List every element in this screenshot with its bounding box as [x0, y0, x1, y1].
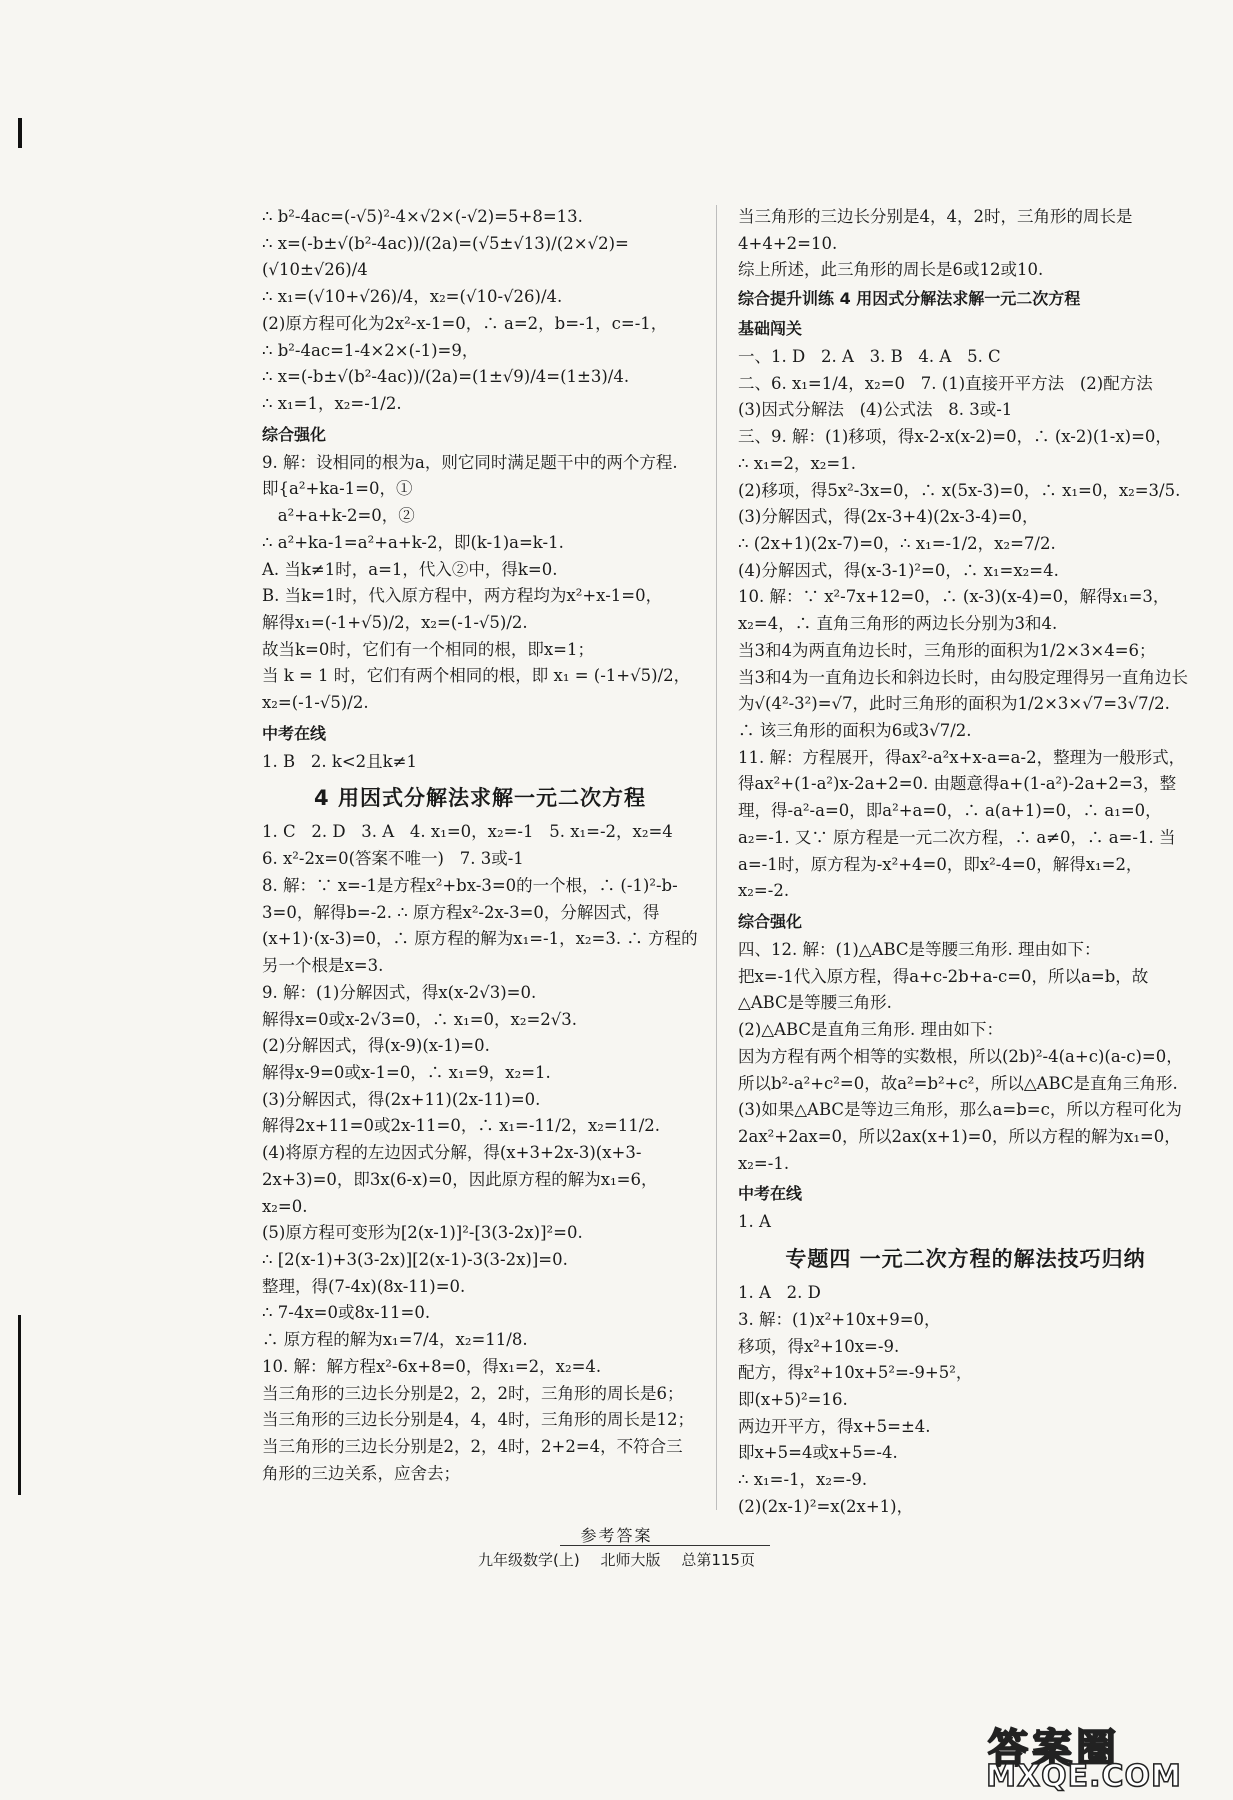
text-line: 当三角形的三边长分别是4，4，4时，三角形的周长是12； [262, 1410, 694, 1430]
text-line: (2)分解因式，得(x-9)(x-1)=0. [262, 1036, 490, 1056]
text-line: 二、6. x₁=1/4，x₂=0 7. (1)直接开平方法 (2)配方法 [738, 373, 1153, 393]
text-line: 1. A 2. D [738, 1283, 821, 1303]
text-line: ∴ a²+ka-1=a²+a+k-2，即(k-1)a=k-1. [262, 532, 564, 552]
section-subheading: 综合强化 [262, 424, 327, 444]
text-line: ∴ b²-4ac=(-√5)²-4×√2×(-√2)=5+8=13. [262, 207, 583, 226]
site-watermark-logo [948, 1715, 1220, 1795]
left-column [262, 204, 698, 1487]
text-line: 一、1. D 2. A 3. B 4. A 5. C [738, 346, 1001, 366]
text-line: (2)原方程可化为2x²-x-1=0，∴ a=2，b=-1，c=-1， [262, 313, 668, 333]
text-line: ∴ 原方程的解为x₁=7/4，x₂=11/8. [262, 1330, 528, 1350]
footer-page-number: 总第115页 [681, 1551, 755, 1569]
text-line: (4)将原方程的左边因式分解，得(x+3+2x-3)(x+3-2x+3)=0，即3x(6-x)=0，因此原方程的解为x₁=6，x₂=0. [262, 1143, 658, 1216]
text-line: x₂=(-1-√5)/2. [262, 693, 369, 713]
training-title: 综合提升训练 4 用因式分解法求解一元二次方程 [738, 289, 1081, 309]
footer-grade: 九年级数学(上) [478, 1551, 580, 1569]
text-line: 把x=-1代入原方程，得a+c-2b+a-c=0，所以a=b，故△ABC是等腰三角形. [738, 966, 1149, 1013]
text-line: (5)原方程可变形为[2(x-1)]²-[3(3-2x)]²=0. [262, 1223, 583, 1243]
text-line: ∴ (2x+1)(2x-7)=0，∴ x₁=-1/2，x₂=7/2. [738, 534, 1056, 553]
text-line: ∴ x=(-b±√(b²-4ac))/(2a)=(1±√9)/4=(1±3)/4. [262, 367, 630, 387]
scan-edge-mark-top [18, 118, 22, 148]
text-line: a²+a+k-2=0，② [262, 506, 415, 526]
text-line: 解得2x+11=0或2x-11=0，∴ x₁=-11/2，x₂=11/2. [262, 1116, 661, 1136]
text-line: 6. x²-2x=0(答案不唯一) 7. 3或-1 [262, 849, 524, 869]
text-line: 10. 解：解方程x²-6x+8=0，得x₁=2，x₂=4. [262, 1356, 602, 1376]
text-line: ∴ [2(x-1)+3(3-2x)][2(x-1)-3(3-2x)]=0. [262, 1249, 568, 1269]
text-line: (3)因式分解法 (4)公式法 8. 3或-1 [738, 400, 1013, 420]
text-line: 解得x=0或x-2√3=0，∴ x₁=0，x₂=2√3. [262, 1009, 578, 1029]
text-line: 即x+5=4或x+5=-4. [738, 1443, 898, 1463]
text-line: 解得x-9=0或x-1=0，∴ x₁=9，x₂=1. [262, 1062, 551, 1082]
text-line: 综上所述，此三角形的周长是6或12或10. [738, 260, 1044, 280]
text-line: 当3和4为一直角边长和斜边长时，由勾股定理得另一直角边长为√(4²-3²)=√7，此时三角形的面积为1/2×3×√7=3√7/2. [738, 667, 1188, 714]
watermark-title-box [948, 1715, 1220, 1772]
scan-edge-mark-bottom [18, 1315, 21, 1495]
text-line: 8. 解：∵ x=-1是方程x²+bx-3=0的一个根，∴ (-1)²-b-3=0，解得b=-2. ∴ 原方程x²-2x-3=0，分解因式，得(x+1)·(x-3)=0，∴ 原方程的解为x₁=-1，x₂=3. ∴ 方程的另一个根是x=3. [262, 875, 698, 976]
right-column [738, 204, 1193, 1521]
text-line: ∴ x₁=(√10+√26)/4，x₂=(√10-√26)/4. [262, 287, 563, 307]
text-line: ∴ 该三角形的面积为6或3√7/2. [738, 721, 972, 741]
text-line: 整理，得(7-4x)(8x-11)=0. [262, 1276, 466, 1296]
text-line: 两边开平方，得x+5=±4. [738, 1416, 931, 1436]
text-line: 移项，得x²+10x=-9. [738, 1336, 900, 1356]
text-line: 四、12. 解：(1)△ABC是等腰三角形. 理由如下： [738, 939, 1101, 959]
text-line: (3)分解因式，得(2x-3+4)(2x-3-4)=0， [738, 507, 1039, 527]
text-line: ∴ x₁=1，x₂=-1/2. [262, 394, 402, 414]
text-line: (3)分解因式，得(2x+11)(2x-11)=0. [262, 1089, 541, 1109]
text-line: ∴ 7-4x=0或8x-11=0. [262, 1303, 431, 1323]
text-line: 三、9. 解：(1)移项，得x-2-x(x-2)=0，∴ (x-2)(1-x)=0， [738, 427, 1172, 447]
text-line: (4)分解因式，得(x-3-1)²=0，∴ x₁=x₂=4. [738, 560, 1059, 580]
text-line: 11. 解：方程展开，得ax²-a²x+x-a=a-2，整理为一般形式，得ax²+(1-a²)x-2a+2=0. 由题意得a+(1-a²)-2a+2=3，整理，得-a²-a=0，即a²+a=0，∴ a(a+1)=0，∴ a₁=0，a₂=-1. 又∵ 原方程是一元二次方程，∴ a≠0，∴ a=-1. 当a=-1时，原方程为-x²+4=0，即x²-4=0，解得x₁=2，x₂=-2. [738, 747, 1186, 901]
watermark-title: 答案圈 [988, 1726, 1120, 1772]
text-line: (2)移项，得5x²-3x=0，∴ x(5x-3)=0，∴ x₁=0，x₂=3/5. [738, 480, 1181, 500]
footer-edition: 北师大版 [600, 1551, 661, 1569]
footer-info [0, 1549, 1233, 1570]
section-subheading: 中考在线 [262, 723, 327, 743]
section-subheading: 中考在线 [738, 1184, 803, 1204]
text-line: (2)(2x-1)²=x(2x+1)， [738, 1496, 914, 1516]
text-line: 3. 解：(1)x²+10x+9=0， [738, 1309, 941, 1329]
text-line: ∴ b²-4ac=1-4×2×(-1)=9， [262, 340, 479, 360]
text-line: 10. 解：∵ x²-7x+12=0，∴ (x-3)(x-4)=0，解得x₁=3，x₂=4，∴ 直角三角形的两边长分别为3和4. [738, 587, 1170, 634]
footer-label: 参考答案 [580, 1526, 653, 1545]
watermark-url: MXQE.COM [986, 1759, 1182, 1794]
text-line: 当三角形的三边长分别是2，2，2时，三角形的周长是6； [262, 1383, 684, 1403]
text-line: ∴ x₁=2，x₂=1. [738, 453, 856, 473]
text-line: 9. 解：(1)分解因式，得x(x-2√3)=0. [262, 982, 537, 1002]
text-line: (3)如果△ABC是等边三角形，那么a=b=c，所以方程可化为2ax²+2ax=0，所以2ax(x+1)=0，所以方程的解为x₁=0，x₂=-1. [738, 1100, 1182, 1173]
text-line: 因为方程有两个相等的实数根，所以(2b)²-4(a+c)(a-c)=0，所以b²-a²+c²=0，故a²=b²+c²，所以△ABC是直角三角形. [738, 1046, 1183, 1093]
section-subheading: 综合强化 [738, 912, 803, 932]
text-line: 即(x+5)²=16. [738, 1389, 848, 1409]
section-subheading: 基础闯关 [738, 319, 803, 339]
text-line: 1. C 2. D 3. A 4. x₁=0，x₂=-1 5. x₁=-2，x₂=4 [262, 822, 673, 842]
text-line: A. 当k≠1时，a=1，代入②中，得k=0. [262, 559, 558, 579]
section-title: 4 用因式分解法求解一元二次方程 [314, 786, 646, 811]
section-title: 专题四 一元二次方程的解法技巧归纳 [785, 1247, 1146, 1272]
column-divider [716, 205, 717, 1510]
text-line: (2)△ABC是直角三角形. 理由如下： [738, 1020, 1004, 1040]
text-line: 故当k=0时，它们有一个相同的根，即x=1； [262, 639, 594, 659]
text-line: 当3和4为两直角边长时，三角形的面积为1/2×3×4=6； [738, 640, 1156, 660]
text-line: ∴ x=(-b±√(b²-4ac))/(2a)=(√5±√13)/(2×√2)=(√10±√26)/4 [262, 233, 629, 280]
text-line: B. 当k=1时，代入原方程中，两方程均为x²+x-1=0， [262, 586, 663, 606]
footer-rule [560, 1545, 770, 1546]
text-line: 配方，得x²+10x+5²=-9+5²， [738, 1363, 973, 1383]
text-line: 1. B 2. k<2且k≠1 [262, 751, 417, 771]
text-line: 9. 解：设相同的根为a，则它同时满足题干中的两个方程. [262, 452, 678, 472]
text-line: 1. A [738, 1212, 771, 1232]
text-line: 当三角形的三边长分别是2，2，4时，2+2=4，不符合三角形的三边关系，应舍去； [262, 1437, 683, 1483]
text-line: 当 k = 1 时，它们有两个相同的根，即 x₁ = (-1+√5)/2， [262, 666, 691, 686]
text-line: 即{a²+ka-1=0，① [262, 479, 413, 499]
text-line: 解得x₁=(-1+√5)/2，x₂=(-1-√5)/2. [262, 612, 528, 632]
text-line: ∴ x₁=-1，x₂=-9. [738, 1470, 868, 1490]
text-line: 当三角形的三边长分别是4，4，2时，三角形的周长是4+4+2=10. [738, 207, 1133, 253]
